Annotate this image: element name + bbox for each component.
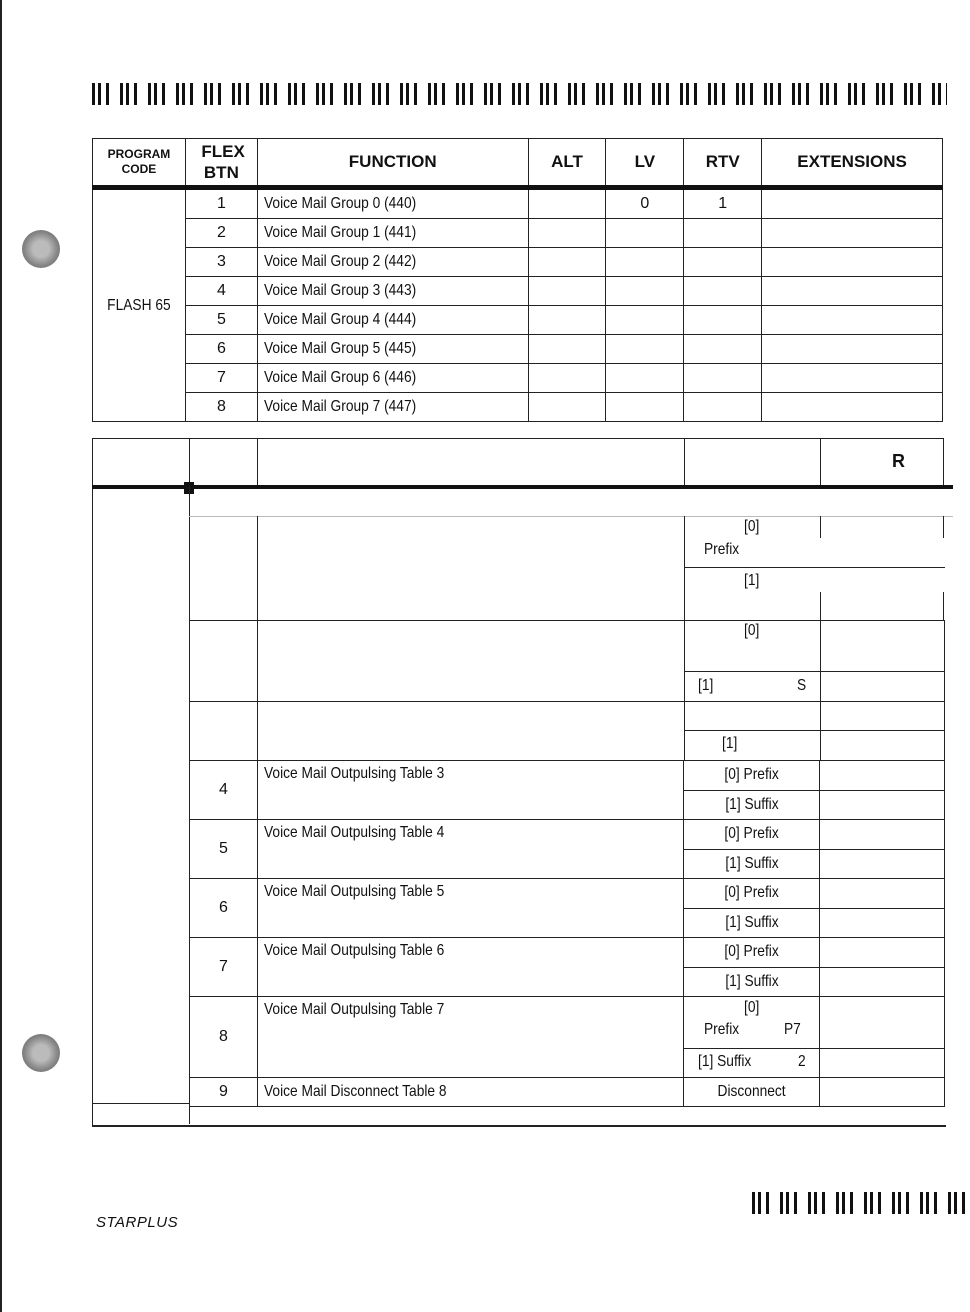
function-text: Voice Mail Outpulsing Table 3 [263,765,445,782]
prefix-cell [684,879,820,909]
prefix-text: [0] Prefix [724,766,779,784]
col-rtv: RTV [684,139,762,188]
rtv-cell [684,277,762,306]
prefix-cell [684,938,820,968]
col-extensions: EXTENSIONS [762,139,943,188]
function-cell [257,1078,684,1107]
prefix-text: [0] Prefix [724,825,779,843]
function-cell [257,219,528,248]
function-cell [257,277,528,306]
r8-p7: P7 [784,1021,802,1038]
lv-cell [606,219,684,248]
alt-cell [528,277,606,306]
r1-rule [684,567,945,568]
table-row [190,879,945,909]
function-cell [257,820,684,879]
r2-right-divider [820,620,821,702]
function-cell [257,364,528,393]
lv-cell [606,335,684,364]
suffix-value-cell [820,908,945,938]
function-text: Voice Mail Outpulsing Table 5 [263,883,445,900]
table-row [190,1078,945,1107]
prefix-value-cell [820,879,945,909]
extensions-cell [762,306,943,335]
col-function: FUNCTION [257,139,528,188]
r1-p1: [1] [744,572,760,589]
function-cell [257,335,528,364]
flash-65-table [92,138,943,422]
r2-edge [944,620,945,702]
function-cell [257,938,684,997]
function-cell [257,997,684,1078]
table-row [93,335,943,364]
footer-brand: STARPLUS [96,1214,179,1231]
greek-key-border-top [92,83,947,105]
suffix-value-cell [820,849,945,879]
table-row [93,248,943,277]
prefix-text: [0] Prefix [724,884,779,902]
flex-btn-cell: 4 [190,761,258,820]
r1-right-divider-b [820,592,821,620]
suffix-value-cell [820,1048,945,1077]
lv-cell: 0 [606,188,684,219]
table-row [93,219,943,248]
col-alt: ALT [528,139,606,188]
table-row [93,188,943,219]
punch-hole-top [22,230,60,268]
function-text: Voice Mail Group 2 (442) [263,253,417,270]
flex-btn-label: FLEX BTN [201,142,245,182]
function-text: Voice Mail Group 4 (444) [263,311,417,328]
flex-btn-cell: 6 [185,335,257,364]
r2-p1: [1] [698,677,714,694]
r2-p0: [0] [744,622,760,639]
r8-suffix: [1] Suffix [698,1052,752,1070]
flex-btn-cell: 3 [185,248,257,277]
rtv-cell [684,393,762,422]
lv-cell [606,248,684,277]
table-row [190,761,945,791]
function-text: Voice Mail Group 6 (446) [263,369,417,386]
punch-hole-bottom [22,1034,60,1072]
suffix-cell [684,908,820,938]
function-col-divider-r2 [257,620,258,702]
page-left-rule [0,0,2,1312]
header-divider-4 [820,438,821,486]
suffix-cell [684,849,820,879]
extensions-cell [762,277,943,306]
alt-cell [528,306,606,335]
r2-top-rule [189,620,945,621]
table-row [190,820,945,850]
value-col-divider-r2 [684,620,685,702]
function-text: Voice Mail Outpulsing Table 7 [263,1001,445,1018]
function-text: Voice Mail Group 7 (447) [263,398,417,415]
rtv-cell: 1 [684,188,762,219]
function-cell [257,306,528,335]
table-row [190,997,945,1049]
rtv-cell [684,306,762,335]
disconnect-value-cell [820,1078,945,1107]
table-row [93,277,943,306]
function-cell [257,188,528,219]
function-text: Voice Mail Group 0 (440) [263,195,417,212]
rtv-cell [684,335,762,364]
prefix-value-cell [820,997,945,1049]
prefix-value-cell [820,820,945,850]
rtv-cell [684,364,762,393]
table-row [93,364,943,393]
disconnect-text: Disconnect [717,1083,786,1100]
r1-edge-b [943,592,944,620]
function-cell [257,879,684,938]
flex-btn-cell: 6 [190,879,258,938]
flex-btn-cell: 5 [190,820,258,879]
table-row [93,306,943,335]
prefix-cell [684,761,820,791]
function-cell [257,393,528,422]
prefix-value-cell [820,938,945,968]
prefix-cell [684,820,820,850]
r2-mid-rule [684,671,945,672]
col-program-code [93,139,186,188]
suffix-cell [684,1048,820,1077]
extensions-cell [762,248,943,277]
r3-mid-rule [684,730,945,731]
r3-top-rule [189,701,945,702]
alt-cell [528,393,606,422]
header-divider-3 [684,438,685,486]
suffix-value-cell [820,967,945,997]
extensions-cell [762,364,943,393]
lv-cell [606,393,684,422]
function-text: Voice Mail Group 1 (441) [263,224,417,241]
outpulsing-rows-table [189,760,945,1107]
r1-right-divider [820,516,821,538]
alt-cell [528,188,606,219]
disconnect-cell [684,1078,820,1107]
table-row [93,393,943,422]
prefix-text: [0] Prefix [724,943,779,961]
function-text: Voice Mail Outpulsing Table 4 [263,824,445,841]
suffix-text: [1] Suffix [725,972,779,990]
function-cell [257,248,528,277]
r1-edge [943,516,944,538]
value-col-divider-r3 [684,701,685,761]
alt-cell [528,335,606,364]
extensions-cell [762,335,943,364]
rtv-cell [684,248,762,277]
program-code-value: FLASH 65 [107,296,171,314]
function-text: Voice Mail Outpulsing Table 6 [263,942,445,959]
header-divider-2 [257,438,258,486]
suffix-value-cell [820,790,945,820]
function-col-divider-r3 [257,701,258,761]
rtv-cell [684,219,762,248]
suffix-cell [684,967,820,997]
flex-btn-cell: 2 [185,219,257,248]
extensions-cell [762,219,943,248]
greek-key-border-bottom [752,1192,968,1214]
r1-p0: [0] [744,518,760,535]
flex-btn-cell: 8 [190,997,258,1078]
program-code-label: PROGRAM CODE [107,147,171,176]
header-divider-1 [189,438,190,486]
prefix-cell [684,997,820,1049]
suffix-cell [684,790,820,820]
flex-btn-cell: 8 [185,393,257,422]
flex-btn-cell: 7 [190,938,258,997]
r1-prefix: Prefix [704,541,740,558]
flex-btn-cell: 5 [185,306,257,335]
flex-btn-cell: 7 [185,364,257,393]
suffix-text: [1] Suffix [725,913,779,931]
flex-btn-cell: 4 [185,277,257,306]
col-lv: LV [606,139,684,188]
function-text: Voice Mail Group 5 (445) [263,340,417,357]
r3-right-divider [820,701,821,761]
suffix-text: [1] Suffix [725,795,779,813]
function-col-divider-r1 [257,516,258,620]
r3-p1: [1] [722,735,738,752]
header-thick-rule [92,485,953,489]
table-row [190,938,945,968]
lv-cell [606,364,684,393]
lv-cell [606,306,684,335]
r2-s: S [797,677,807,694]
alt-cell [528,364,606,393]
r8-s2: 2 [798,1052,807,1070]
col-flex-btn [185,139,257,188]
sub-header-rule [189,516,953,517]
prefix-value-cell [820,761,945,791]
header-r-label: R [892,451,905,471]
alt-cell [528,248,606,277]
r3-edge [944,701,945,761]
outpulsing-table-header [92,438,944,487]
flex-btn-cell: 9 [190,1078,258,1107]
function-text: Voice Mail Group 3 (443) [263,282,417,299]
program-col-bottom-rule [92,1103,189,1104]
value-col-divider-r1 [684,516,685,620]
alt-cell [528,219,606,248]
suffix-text: [1] Suffix [725,854,779,872]
r8-p0: [0] [744,999,760,1016]
flex-btn-cell: 1 [185,188,257,219]
function-cell [257,761,684,820]
function-text: Voice Mail Disconnect Table 8 [263,1083,447,1100]
program-code-cell [93,188,186,422]
lv-cell [606,277,684,306]
r8-prefix: Prefix [704,1021,740,1038]
extensions-cell [762,188,943,219]
extensions-cell [762,393,943,422]
